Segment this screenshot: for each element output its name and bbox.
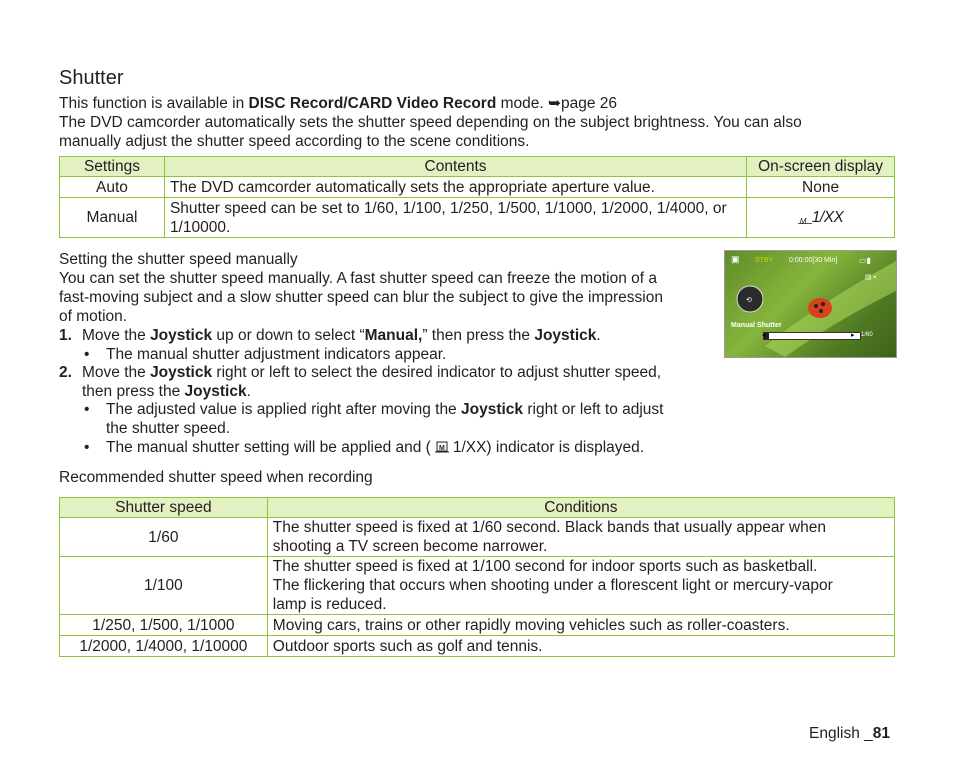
quality-icon: ▤ ▪: [865, 274, 877, 281]
slider-left-arrow-icon[interactable]: ◂: [762, 332, 766, 339]
speed-cell: 1/2000, 1/4000, 1/10000: [60, 636, 268, 657]
step-number: 2.: [59, 364, 72, 381]
step-text: Joystick: [534, 327, 597, 344]
page-title: Shutter: [59, 67, 124, 89]
step-text: Move the: [82, 364, 151, 381]
manual-shutter-icon: [432, 440, 452, 453]
conditions-line: The shutter speed is fixed at 1/100 second for indoor sports such as basketball.: [272, 558, 818, 575]
header-cell: Conditions: [267, 498, 894, 518]
manual-shutter-icon: M: [798, 212, 812, 224]
step-text: Joystick: [150, 364, 213, 381]
conditions-cell: [267, 557, 894, 615]
step-text: .: [246, 383, 251, 400]
table-row: [60, 557, 895, 615]
bullet-item: [106, 438, 644, 457]
bullet-text: right or left to adjust: [523, 401, 664, 418]
bullet-text: The manual shutter setting will be applied and (: [106, 439, 431, 456]
intro-line-1: [59, 94, 617, 113]
conditions-cell: Outdoor sports such as golf and tennis.: [267, 636, 894, 657]
bullet-text: Joystick: [461, 401, 524, 418]
contents-cell: Shutter speed can be set to 1/60, 1/100, 1/250, 1/500, 1/1000, 1/2000, 1/4000, or 1/10000.: [164, 198, 746, 238]
time-counter: 0:00:00[30 Min]: [789, 257, 838, 264]
paragraph-line: You can set the shutter speed manually. A fast shutter speed can freeze the motion of a: [59, 270, 657, 287]
table-row: [60, 198, 895, 238]
step-text: Move the: [82, 327, 151, 344]
page-ref-link[interactable]: page 26: [561, 95, 618, 112]
camcorder-screen: [724, 250, 897, 358]
camera-mode-icon: ▣: [731, 254, 740, 264]
speed-cell: 1/100: [60, 557, 268, 615]
table-row: [60, 177, 895, 198]
step-text: up or down to select “: [212, 327, 365, 344]
paragraph-line: of motion.: [59, 308, 128, 325]
footer-language: English _: [809, 725, 873, 742]
intro-text: This function is available in: [59, 95, 249, 112]
intro-text: mode.: [496, 95, 549, 112]
speed-cell: 1/60: [60, 518, 268, 557]
bullet-cont: the shutter speed.: [106, 420, 231, 437]
intro-mode: DISC Record/CARD Video Record: [248, 95, 497, 112]
page-footer: [809, 724, 890, 743]
header-cell: Contents: [164, 157, 746, 177]
table-header-row: [60, 498, 895, 518]
table-row: [60, 636, 895, 657]
step-2: [82, 363, 661, 382]
table-header-row: [60, 157, 895, 177]
setting-cell: Manual: [60, 198, 165, 238]
screen-graphics: [725, 251, 896, 357]
section-heading: Recommended shutter speed when recording: [59, 469, 373, 486]
conditions-line: The flickering that occurs when shooting under a florescent light or mercury-vapor: [272, 577, 833, 594]
step-number: 1.: [59, 327, 72, 344]
battery-icon: ▭▮: [859, 256, 871, 265]
setting-cell: Auto: [60, 177, 165, 198]
paragraph-line: fast-moving subject and a slow shutter speed can blur the subject to give the impression: [59, 289, 663, 306]
svg-text:M: M: [438, 445, 445, 452]
conditions-cell: Moving cars, trains or other rapidly moving vehicles such as roller-coasters.: [267, 615, 894, 636]
display-cell: None: [747, 177, 895, 198]
step-2-cont: [82, 382, 251, 401]
display-value: 1/XX: [811, 209, 844, 226]
recommended-table: [59, 497, 895, 657]
stby-indicator: STBY: [755, 257, 774, 264]
bullet-item: • The manual shutter adjustment indicators appear.: [106, 345, 446, 364]
bullet-text: 1/XX) indicator is displayed.: [452, 439, 645, 456]
conditions-line: The shutter speed is fixed at 1/60 second. Black bands that usually appear when: [272, 519, 826, 536]
step-text: Manual,: [364, 327, 423, 344]
section-heading: Setting the shutter speed manually: [59, 251, 298, 268]
step-text: Joystick: [150, 327, 213, 344]
intro-line-2: The DVD camcorder automatically sets the shutter speed depending on the subject brightness. You can also: [59, 114, 802, 131]
settings-table: [59, 156, 895, 238]
table-row: [60, 615, 895, 636]
conditions-line: lamp is reduced.: [272, 596, 387, 613]
speed-cell: 1/250, 1/500, 1/1000: [60, 615, 268, 636]
step-1: [82, 326, 601, 345]
bullet-item: [106, 400, 663, 419]
header-cell: Settings: [60, 157, 165, 177]
header-cell: Shutter speed: [60, 498, 268, 518]
conditions-cell: [267, 518, 894, 557]
intro-line-3: manually adjust the shutter speed according to the scene conditions.: [59, 133, 530, 150]
step-text: .: [596, 327, 601, 344]
page-number: 81: [872, 725, 891, 742]
slider-right-arrow-icon[interactable]: ▸: [851, 332, 855, 339]
header-cell: On-screen display: [747, 157, 895, 177]
manual-shutter-label: Manual Shutter: [731, 322, 782, 329]
table-row: [60, 518, 895, 557]
svg-text:⟲: ⟲: [746, 297, 752, 304]
shutter-slider[interactable]: [763, 332, 861, 340]
shutter-value: 1/60: [861, 332, 873, 338]
contents-cell: The DVD camcorder automatically sets the appropriate aperture value.: [164, 177, 746, 198]
step-text: right or left to select the desired indicator to adjust shutter speed,: [212, 364, 661, 381]
display-cell: [747, 198, 895, 238]
page-ref-arrow-icon: ➥: [548, 95, 562, 112]
step-text: then press the: [82, 383, 185, 400]
step-text: Joystick: [184, 383, 247, 400]
bullet-text: The adjusted value is applied right after moving the: [106, 401, 461, 418]
conditions-line: shooting a TV screen become narrower.: [272, 538, 548, 555]
step-text: ” then press the: [422, 327, 535, 344]
